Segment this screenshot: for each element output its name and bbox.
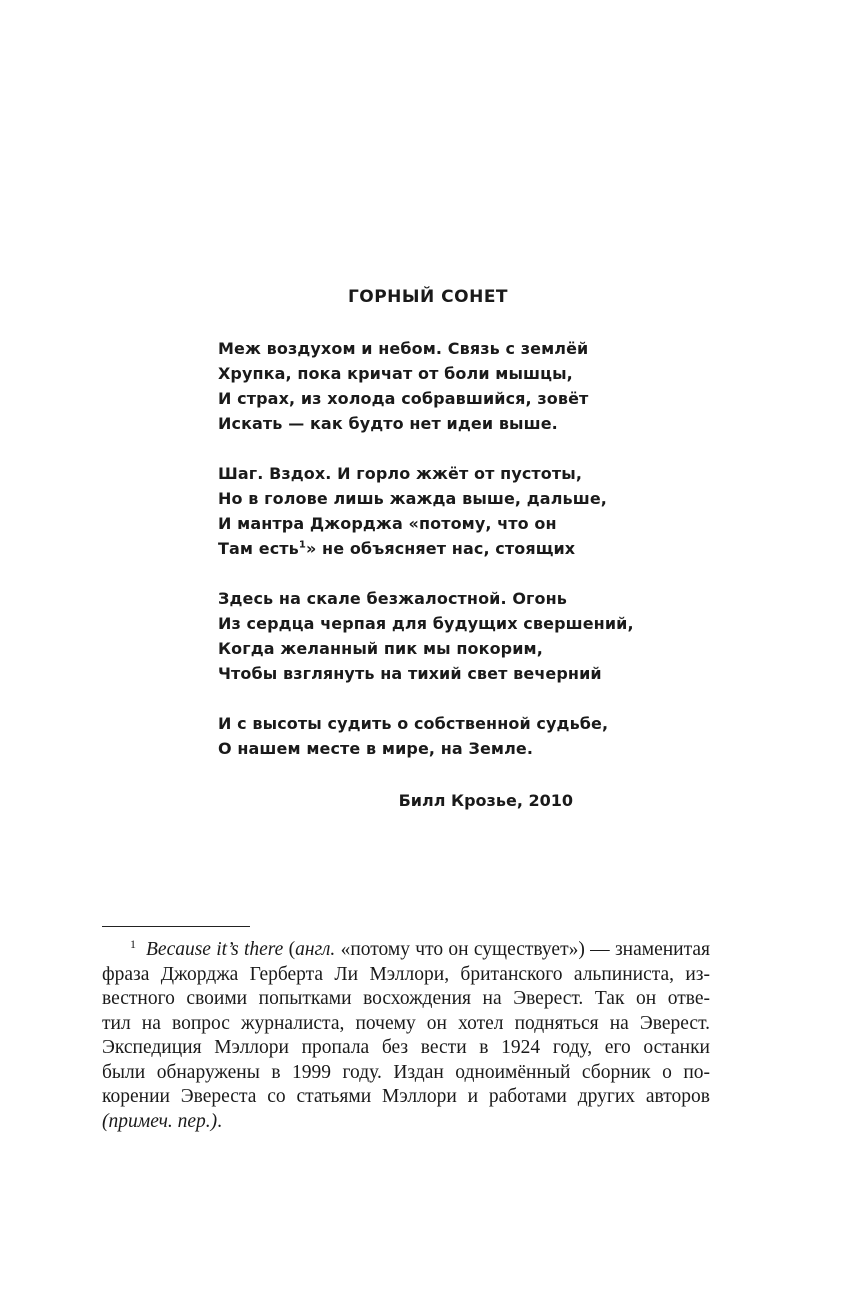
poem-line: Когда желанный пик мы покорим, — [218, 639, 543, 658]
footnote-closing-line — [102, 1110, 710, 1135]
line-text-before-ref: Там есть — [218, 539, 299, 558]
poem-line: Шаг. Вздох. И горло жжёт от пустоты, — [218, 464, 583, 483]
footnote-divider — [102, 926, 250, 927]
footnote-line-1-rest: «потому что он существует») — знаменитая — [335, 939, 710, 960]
poem-line: Здесь на скале безжалостной. Огонь — [218, 589, 567, 608]
footnote-open-paren: ( — [283, 939, 296, 960]
footnote-reference[interactable]: 1 — [298, 539, 306, 551]
stanza-4 — [218, 711, 638, 761]
footnote-line: корении Эвереста со статьями Мэллори и работами других авторов — [102, 1086, 710, 1107]
poem-line: И страх, из холода собравшийся, зовёт — [218, 389, 589, 408]
stanza-3 — [218, 586, 638, 686]
poem-line: Хрупка, пока кричат от боли мышцы, — [218, 364, 573, 383]
footnote-line: фраза Джорджа Герберта Ли Мэллори, британского альпиниста, из- — [102, 963, 710, 985]
line-text-after-ref: » не объясняет нас, стоящих — [305, 539, 576, 558]
poem-line: Чтобы взглянуть на тихий свет вечерний — [218, 664, 602, 683]
poem-line: Но в голове лишь жажда выше, дальше, — [218, 489, 607, 508]
poem-title: ГОРНЫЙ СОНЕТ — [347, 287, 509, 307]
footnote-line: были обнаружены в 1999 году. Издан одноимённый сборник о по- — [102, 1061, 710, 1083]
poem-line: Искать — как будто нет идеи выше. — [218, 414, 558, 433]
footnote-line: вестного своими попытками восхождения на Эверест. Так он отве- — [102, 988, 710, 1009]
poem-line: О нашем месте в мире, на Земле. — [218, 739, 534, 758]
footnote-line-1 — [102, 938, 710, 963]
poem-line: Из сердца черпая для будущих свершений, — [218, 614, 634, 633]
poem-line: И с высоты судить о собственной судьбе, — [218, 714, 609, 733]
footnote-line: Экспедиция Мэллори пропала без вести в 1924 году, его останки — [102, 1037, 710, 1058]
footnote — [102, 938, 710, 1134]
footnote-lang-abbr: англ. — [295, 939, 336, 960]
poem-line: Меж воздухом и небом. Связь с землёй — [218, 339, 589, 358]
poem-line-with-footnote — [218, 536, 638, 561]
footnote-translator-note: (примеч. пер.) — [102, 1110, 218, 1132]
poem-signature: Билл Крозье, 2010 — [398, 791, 573, 810]
footnote-closing-period: . — [217, 1110, 223, 1132]
stanza-2 — [218, 461, 638, 561]
poem-body — [218, 336, 638, 786]
footnote-marker: 1 — [130, 936, 136, 951]
footnote-line: тил на вопрос журналиста, почему он хотел подняться на Эверест. — [102, 1012, 710, 1034]
stanza-1 — [218, 336, 638, 436]
footnote-italic-phrase: Because it’s there — [146, 939, 284, 960]
poem-line: И мантра Джорджа «потому, что он — [218, 514, 557, 533]
